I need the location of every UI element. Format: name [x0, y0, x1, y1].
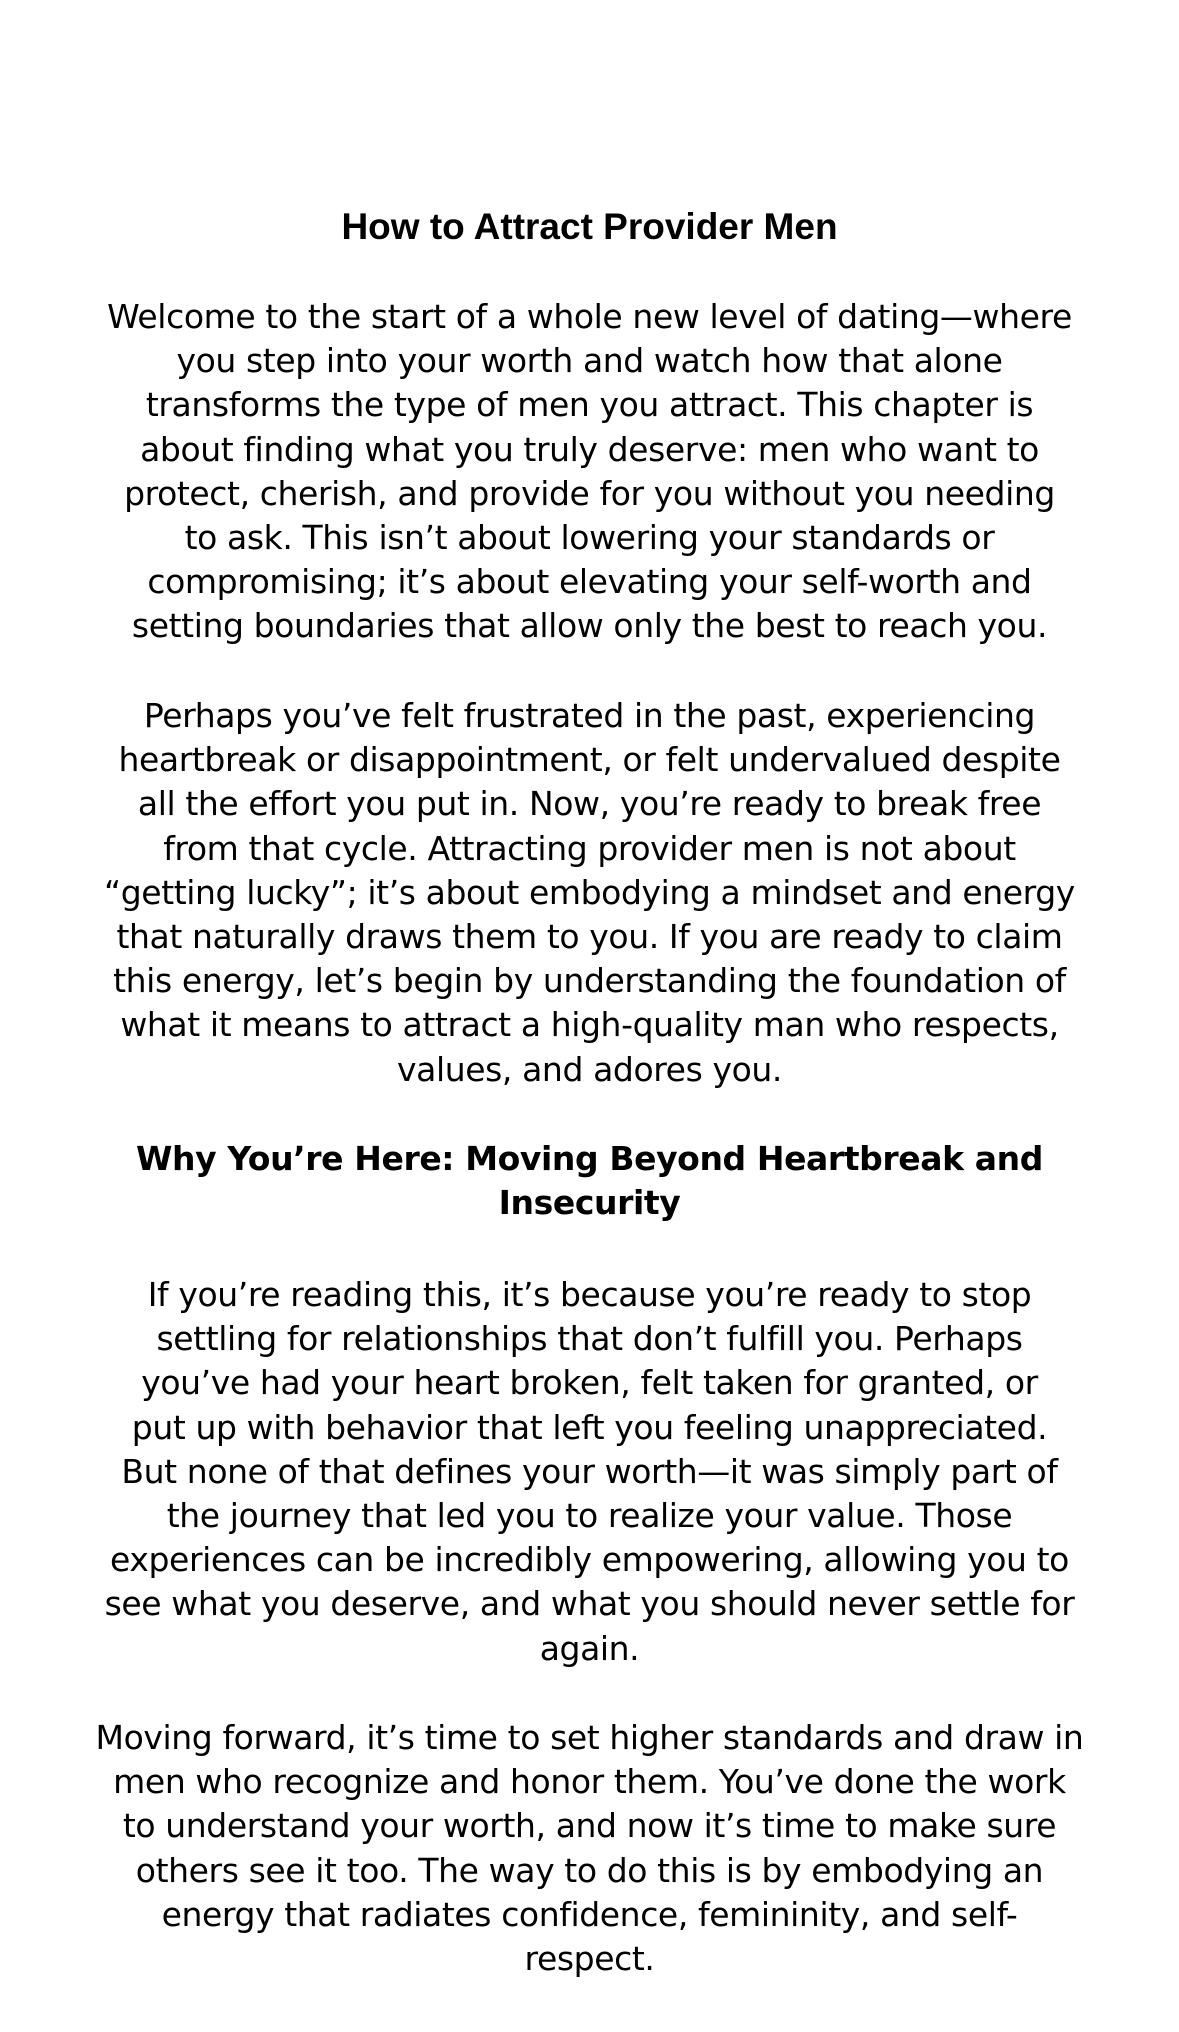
text-line: But none of that defines your worth—it was simply part of	[121, 1451, 1058, 1491]
text-line: about finding what you truly deserve: men who want to	[140, 429, 1039, 469]
text-line: experiences can be incredibly empowering, allowing you to	[110, 1540, 1069, 1580]
text-line: values, and adores you.	[397, 1049, 782, 1089]
text-line: from that cycle. Attracting provider men is not about	[163, 828, 1016, 868]
text-line: again.	[539, 1628, 640, 1668]
text-line: the journey that led you to realize your value. Those	[166, 1496, 1013, 1536]
text-line: settling for relationships that don’t fulfill you. Perhaps	[156, 1319, 1023, 1359]
text-line: setting boundaries that allow only the best to reach you.	[131, 606, 1048, 646]
intro-paragraph	[60, 295, 1119, 649]
body-paragraph	[60, 1273, 1119, 1671]
text-line: compromising; it’s about elevating your self-worth and	[147, 562, 1032, 602]
text-line: energy that radiates confidence, femininity, and self-	[161, 1894, 1018, 1934]
text-line: all the effort you put in. Now, you’re ready to break free	[137, 784, 1042, 824]
text-line: this energy, let’s begin by understanding the foundation of	[113, 961, 1066, 1001]
text-line: protect, cherish, and provide for you without you needing	[124, 473, 1055, 513]
heading-line: Why You’re Here: Moving Beyond Heartbreak and	[136, 1139, 1043, 1178]
text-line: see what you deserve, and what you should never settle for	[104, 1584, 1075, 1624]
text-line: heartbreak or disappointment, or felt undervalued despite	[118, 740, 1061, 780]
text-line: “getting lucky”; it’s about embodying a mindset and energy	[104, 872, 1075, 912]
text-line: that naturally draws them to you. If you are ready to claim	[116, 917, 1063, 957]
text-line: put up with behavior that left you feeling unappreciated.	[131, 1407, 1048, 1447]
body-paragraph	[60, 1716, 1119, 1981]
text-line: respect.	[524, 1939, 655, 1979]
text-line: Moving forward, it’s time to set higher standards and draw in	[95, 1718, 1084, 1757]
text-line: what it means to attract a high-quality man who respects,	[120, 1005, 1059, 1045]
text-line: to understand your worth, and now it’s time to make sure	[122, 1806, 1057, 1846]
text-line: Welcome to the start of a whole new level of dating—where	[107, 297, 1072, 336]
text-line: men who recognize and honor them. You’ve done the work	[113, 1762, 1066, 1802]
section-heading	[60, 1137, 1119, 1225]
page-title: How to Attract Provider Men	[341, 206, 838, 247]
body-paragraph	[60, 694, 1119, 1092]
text-line: If you’re reading this, it’s because you’re ready to stop	[147, 1275, 1032, 1314]
text-line: Perhaps you’ve felt frustrated in the past, experiencing	[143, 696, 1036, 735]
text-line: you’ve had your heart broken, felt taken for granted, or	[141, 1363, 1038, 1403]
text-line: transforms the type of men you attract. This chapter is	[145, 385, 1034, 425]
text-line: others see it too. The way to do this is by embodying an	[135, 1850, 1044, 1890]
text-line: to ask. This isn’t about lowering your standards or	[184, 518, 995, 558]
heading-line: Insecurity	[498, 1183, 681, 1223]
text-line: you step into your worth and watch how that alone	[176, 341, 1003, 381]
